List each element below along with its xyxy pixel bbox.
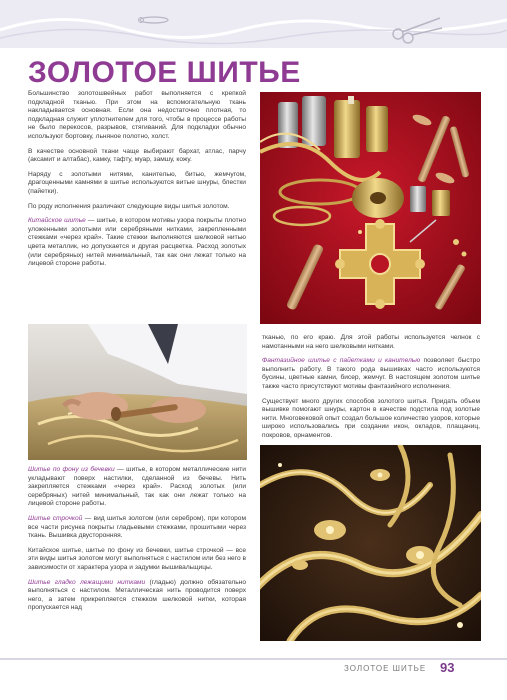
paragraph [28, 217, 246, 269]
paragraph [262, 357, 480, 391]
paragraph: Существует много других способов золотого шитья. Придать объем вышивке помогают шнуры, картон в качестве подстила под золотые нити. Многовековой опыт создал большое количество узоров, которые широко использовались при создании икон, окладов, плащаниц, покровов, орнаментов. [262, 397, 480, 439]
page-number: 93 [440, 660, 455, 675]
paragraph: По роду исполнения различают следующие виды шитья золотом. [28, 202, 230, 210]
photo-embroidering-hands [28, 324, 247, 460]
paragraph-text: позволяет быстро выполнить работу. В такого рода вышивках часто используются бусины, цветные камни, бисер, жемчуг. В настоящем золотом шитье также часто присутствуют мотивы фантазийного исполнения. [262, 357, 480, 390]
paragraph [28, 466, 246, 509]
page-title: ЗОЛОТОЕ ШИТЬЕ [28, 56, 301, 89]
ornament-decoration [0, 0, 507, 48]
paragraph: Китайское шитье, шитье по фону из бечевки, шитье строчкой — все эти виды шитья золотом могут выполняться с настилом или без него в зависимости от характера узора и задумки вышивальщицы. [28, 546, 246, 571]
photo-gold-embroidery-closeup [260, 445, 481, 641]
paragraph-text: — вид шитья золотом (или серебром), при котором все части рисунка покрыты гладьевыми стежками, прошитыми через ткань. Вышивка двусторонняя. [28, 514, 246, 540]
footer-divider [0, 658, 507, 660]
running-footer-section: ЗОЛОТОЕ ШИТЬЕ [344, 664, 427, 673]
text-column-left-top [28, 90, 246, 275]
photo-gold-threads [260, 92, 481, 324]
paragraph: Наряду с золотыми нитями, канителью, битью, жемчугом, драгоценными камнями в шитье используются витые шнуры, блестки (пайетки). [28, 170, 246, 195]
paragraph-text: — шитье, в котором мотивы узора покрыты плотно уложенными золотыми или серебряными нитками, закрепленными стежками «через край». Такие стежки выполняются шелковой нитью цвета металлик, но допускается и другая расцветка. Расход золотых (или серебряных) нитей минимальный, так как они лежат только на лицевой стороне работы. [28, 217, 246, 268]
text-column-right [262, 334, 480, 447]
paragraph: тканью, по его краю. Для этой работы используется челнок с намотанными на него шелковыми нитками. [262, 334, 480, 350]
paragraph: В качестве основной ткани чаще выбирают бархат, атлас, парчу (аксамит и алтабас), камку, тафту, муар, замшу, кожу. [28, 147, 246, 164]
term-highlight: Фантазийное шитье с пайетками и канителью [262, 357, 421, 365]
paragraph [28, 579, 246, 613]
text-column-left-bottom [28, 466, 246, 619]
safety-pin-icon [139, 17, 169, 23]
term-highlight: Шитье гладко лежащими нитками [28, 578, 146, 586]
term-highlight: Шитье по фону из бечевки [28, 466, 115, 473]
paragraph-text: — шитье, в котором металлические нити укладывают поверх настилки, сделанной из бечевы. Нить закрепляется стежками «через край». Расход золотых (или серебряных) нитей минимальный, так как они лежат только на лицевой стороне работы. [28, 466, 246, 508]
term-highlight: Шитье строчкой [28, 514, 83, 522]
term-highlight: Китайское шитье [28, 217, 86, 225]
paragraph [28, 515, 246, 541]
paragraph: Большинство золотошвейных работ выполняется с крепкой подкладной тканью. При этом на вспомогательную ткань накладывается основная. Если она недостаточно плотная, то подкладная служит уплотнителем для того, чтобы в процессе работы не было перекосов, разрывов, стягиваний. Для подкладки обычно используют бортовку, льняное полотно, холст. [28, 90, 246, 140]
paragraph-text: (гладью) должно обязательно выполняться с настилом. Металлическая нить проводится поверх него, а затем прикрепляется стежком шелковой нитки, которая пропускается над [28, 578, 246, 612]
header-band [0, 0, 507, 48]
